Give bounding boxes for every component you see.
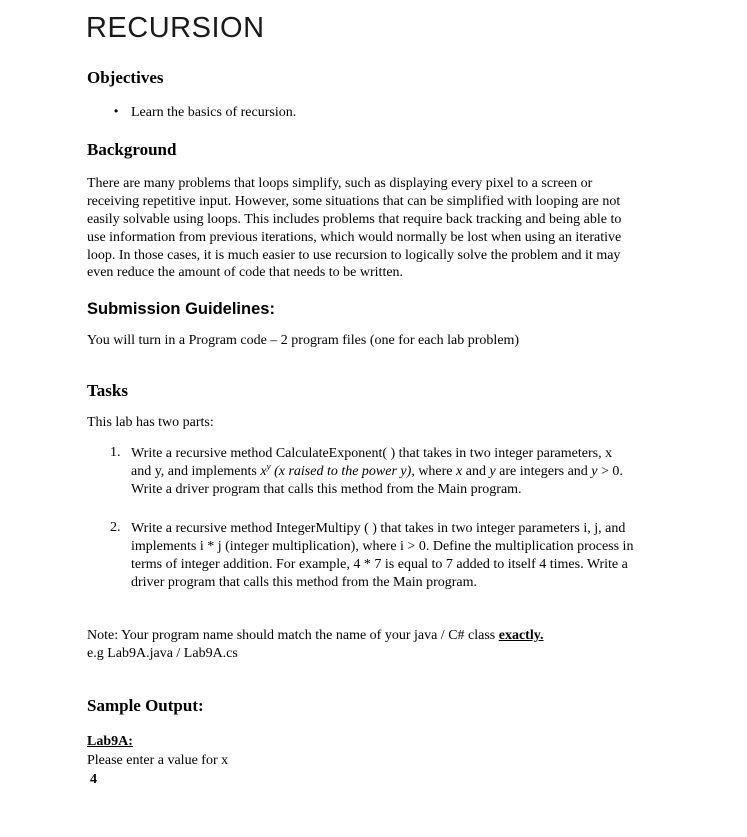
tasks-intro: This lab has two parts:: [87, 415, 214, 430]
task1-line: and y, and implements $x^y$ (x raised to the power y), where x and y are integers and y > 0.: [131, 461, 623, 479]
task2-line: implements i * j (integer multiplication), where i > 0. Define the multiplication process in: [131, 539, 634, 554]
sample-output-heading: Sample Output:: [87, 696, 204, 715]
background-heading: Background: [87, 140, 177, 159]
task1-line: Write a recursive method CalculateExponent( ) that takes in two integer parameters, x: [131, 446, 613, 461]
task-number: 2.: [110, 520, 121, 535]
note-example: e.g Lab9A.java / Lab9A.cs: [87, 646, 238, 661]
page-title: RECURSION: [86, 12, 265, 44]
sample-label: Lab9A:: [87, 734, 133, 749]
background-line: There are many problems that loops simplify, such as displaying every pixel to a screen or: [87, 176, 593, 191]
task1-line: Write a driver program that calls this method from the Main program.: [131, 482, 522, 497]
submission-text: You will turn in a Program code – 2 program files (one for each lab problem): [87, 333, 520, 348]
task-number: 1.: [110, 445, 121, 460]
task2-line: Write a recursive method IntegerMultipy ( ) that takes in two integer parameters i, j, and: [131, 521, 626, 536]
note-line: Note: Your program name should match the name of your java / C# class exactly.: [87, 628, 544, 643]
background-line: easily solvable using loops. This includes problems that require back tracking and being able to: [87, 212, 622, 227]
sample-value: 4: [90, 772, 97, 787]
background-line: loop. In those cases, it is much easier to use recursion to logically solve the problem and it may: [87, 248, 621, 263]
background-line: receiving repetitive input. However, some situations that can be simplified with looping are not: [87, 194, 621, 209]
objectives-heading: Objectives: [87, 68, 164, 87]
submission-heading: Submission Guidelines:: [87, 300, 275, 318]
exactly-emphasis: exactly.: [498, 628, 544, 643]
background-line: even reduce the amount of code that needs to be written.: [87, 265, 404, 280]
task2-line: driver program that calls this method from the Main program.: [131, 575, 478, 590]
task2-line: terms of integer addition. For example, 4 * 7 is equal to 7 added to itself 4 times. Write a: [131, 557, 628, 572]
bullet-icon: •: [114, 104, 119, 118]
tasks-heading: Tasks: [87, 381, 128, 400]
background-line: use information from previous iterations, which would normally be lost when using an iterative: [87, 230, 622, 245]
sample-prompt: Please enter a value for x: [87, 753, 229, 768]
objective-item: Learn the basics of recursion.: [131, 105, 297, 120]
